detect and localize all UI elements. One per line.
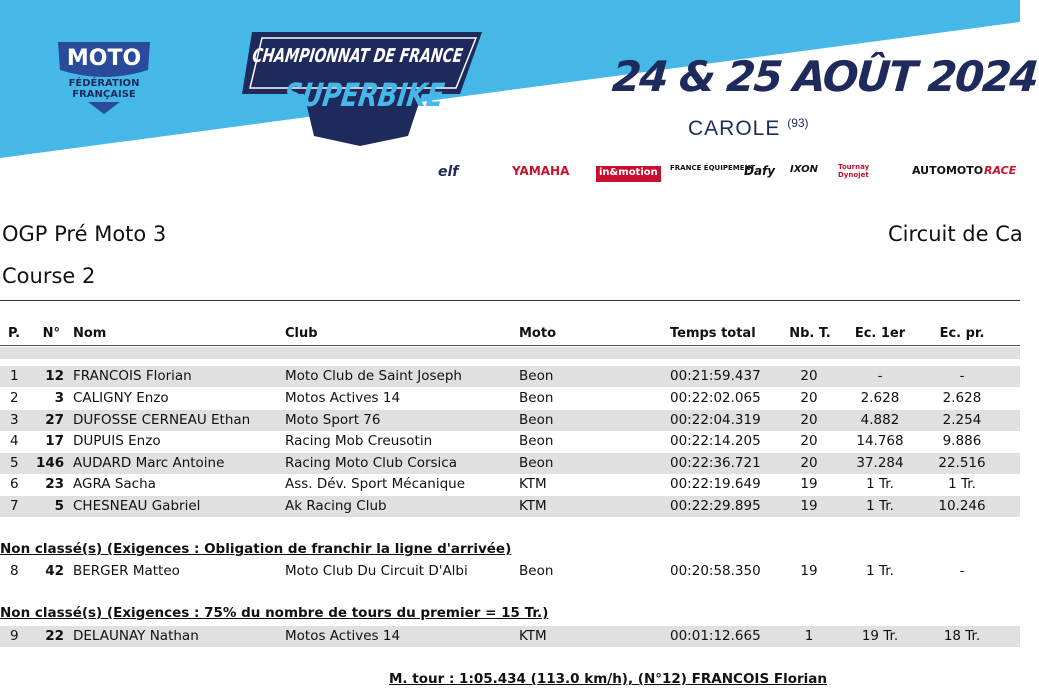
section-title-not-classified-laps: Non classé(s) (Exigences : 75% du nombre de tours du premier = 15 Tr.)	[0, 605, 549, 621]
header-ecp: Ec. pr.	[939, 326, 985, 341]
header-moto: Moto	[519, 326, 557, 341]
sponsor-elf-logo: elf	[438, 164, 459, 180]
sponsor-race-logo: RACE	[984, 164, 1017, 177]
best-lap-info: M. tour : 1:05.434 (113.0 km/h), (N°12) FRANCOIS Florian	[389, 671, 827, 687]
superbike-logo	[232, 24, 540, 148]
table-row: 8 42 BERGER Matteo Moto Club Du Circuit D'Albi Beon 00:20:58.350 19 1 Tr. -	[10, 563, 965, 579]
table-row: 7 5 CHESNEAU Gabriel Ak Racing Club KTM 00:22:29.895 19 1 Tr. 10.246	[0, 496, 1020, 517]
header-num: N°	[42, 326, 60, 341]
sponsor-automoto-logo: AUTOMOTO	[912, 164, 984, 177]
header-ec1: Ec. 1er	[854, 326, 906, 341]
sponsor-inemotion-logo: in&motion	[596, 166, 661, 182]
superbike-logo-line1: CHAMPIONNAT DE FRANCE	[250, 44, 540, 67]
race-title: Course 2	[2, 264, 96, 288]
title-divider	[0, 300, 1020, 301]
table-header-divider	[0, 345, 1020, 346]
table-row: 9 22 DELAUNAY Nathan Motos Actives 14 KTM 00:01:12.665 1 19 Tr. 18 Tr.	[0, 626, 1020, 647]
event-place-dept: (93)	[787, 116, 809, 130]
table-row: 1 12 FRANCOIS Florian Moto Club de Saint Joseph Beon 00:21:59.437 20 - -	[0, 366, 1020, 387]
header-club: Club	[285, 326, 318, 341]
header-nbt: Nb. T.	[789, 326, 831, 341]
table-spacer	[0, 347, 1020, 359]
category-title: OGP Pré Moto 3	[2, 222, 167, 246]
sponsor-tournay-logo: Tournay Dynojet	[838, 163, 870, 179]
header-temps: Temps total	[670, 326, 756, 341]
event-place-name: CAROLE	[688, 117, 781, 140]
sponsor-yamaha-logo: YAMAHA	[512, 164, 570, 178]
header-nom: Nom	[73, 326, 107, 341]
event-date: 24 & 25 AOÛT 2024	[610, 52, 1039, 101]
table-row: 5 146 AUDARD Marc Antoine Racing Moto Club Corsica Beon 00:22:36.721 20 37.284 22.516	[0, 453, 1020, 474]
sponsor-strip	[436, 160, 1020, 188]
table-row: 2 3 CALIGNY Enzo Motos Actives 14 Beon 00:22:02.065 20 2.628 2.628	[10, 390, 982, 406]
table-row: 3 27 DUFOSSE CERNEAU Ethan Moto Sport 76 Beon 00:22:04.319 20 4.882 2.254	[0, 410, 1020, 431]
ffm-logo-word: MOTO	[66, 46, 142, 71]
table-row: 4 17 DUPUIS Enzo Racing Mob Creusotin Beon 00:22:14.205 20 14.768 9.886	[10, 433, 982, 449]
event-place	[688, 116, 809, 141]
sponsor-dafy-logo: Dafy	[744, 164, 776, 178]
ffm-logo-line2: FRANÇAISE	[72, 89, 136, 100]
results-table-header	[0, 325, 1020, 343]
ffm-logo	[50, 36, 158, 116]
table-row: 6 23 AGRA Sacha Ass. Dév. Sport Mécanique KTM 00:22:19.649 19 1 Tr. 1 Tr.	[10, 476, 976, 492]
ffm-logo-line1: FÉDÉRATION	[68, 78, 140, 89]
section-title-not-classified-finish: Non classé(s) (Exigences : Obligation de franchir la ligne d'arrivée)	[0, 541, 512, 557]
header-pos: P.	[8, 326, 21, 341]
circuit-name: Circuit de Ca	[888, 222, 1023, 246]
superbike-logo-line2: SUPERBIKE	[281, 76, 489, 114]
sponsor-ixon-logo: IXON	[790, 164, 818, 175]
sponsor-france-equipement-logo: FRANCE ÉQUIPEMENT	[670, 164, 756, 172]
